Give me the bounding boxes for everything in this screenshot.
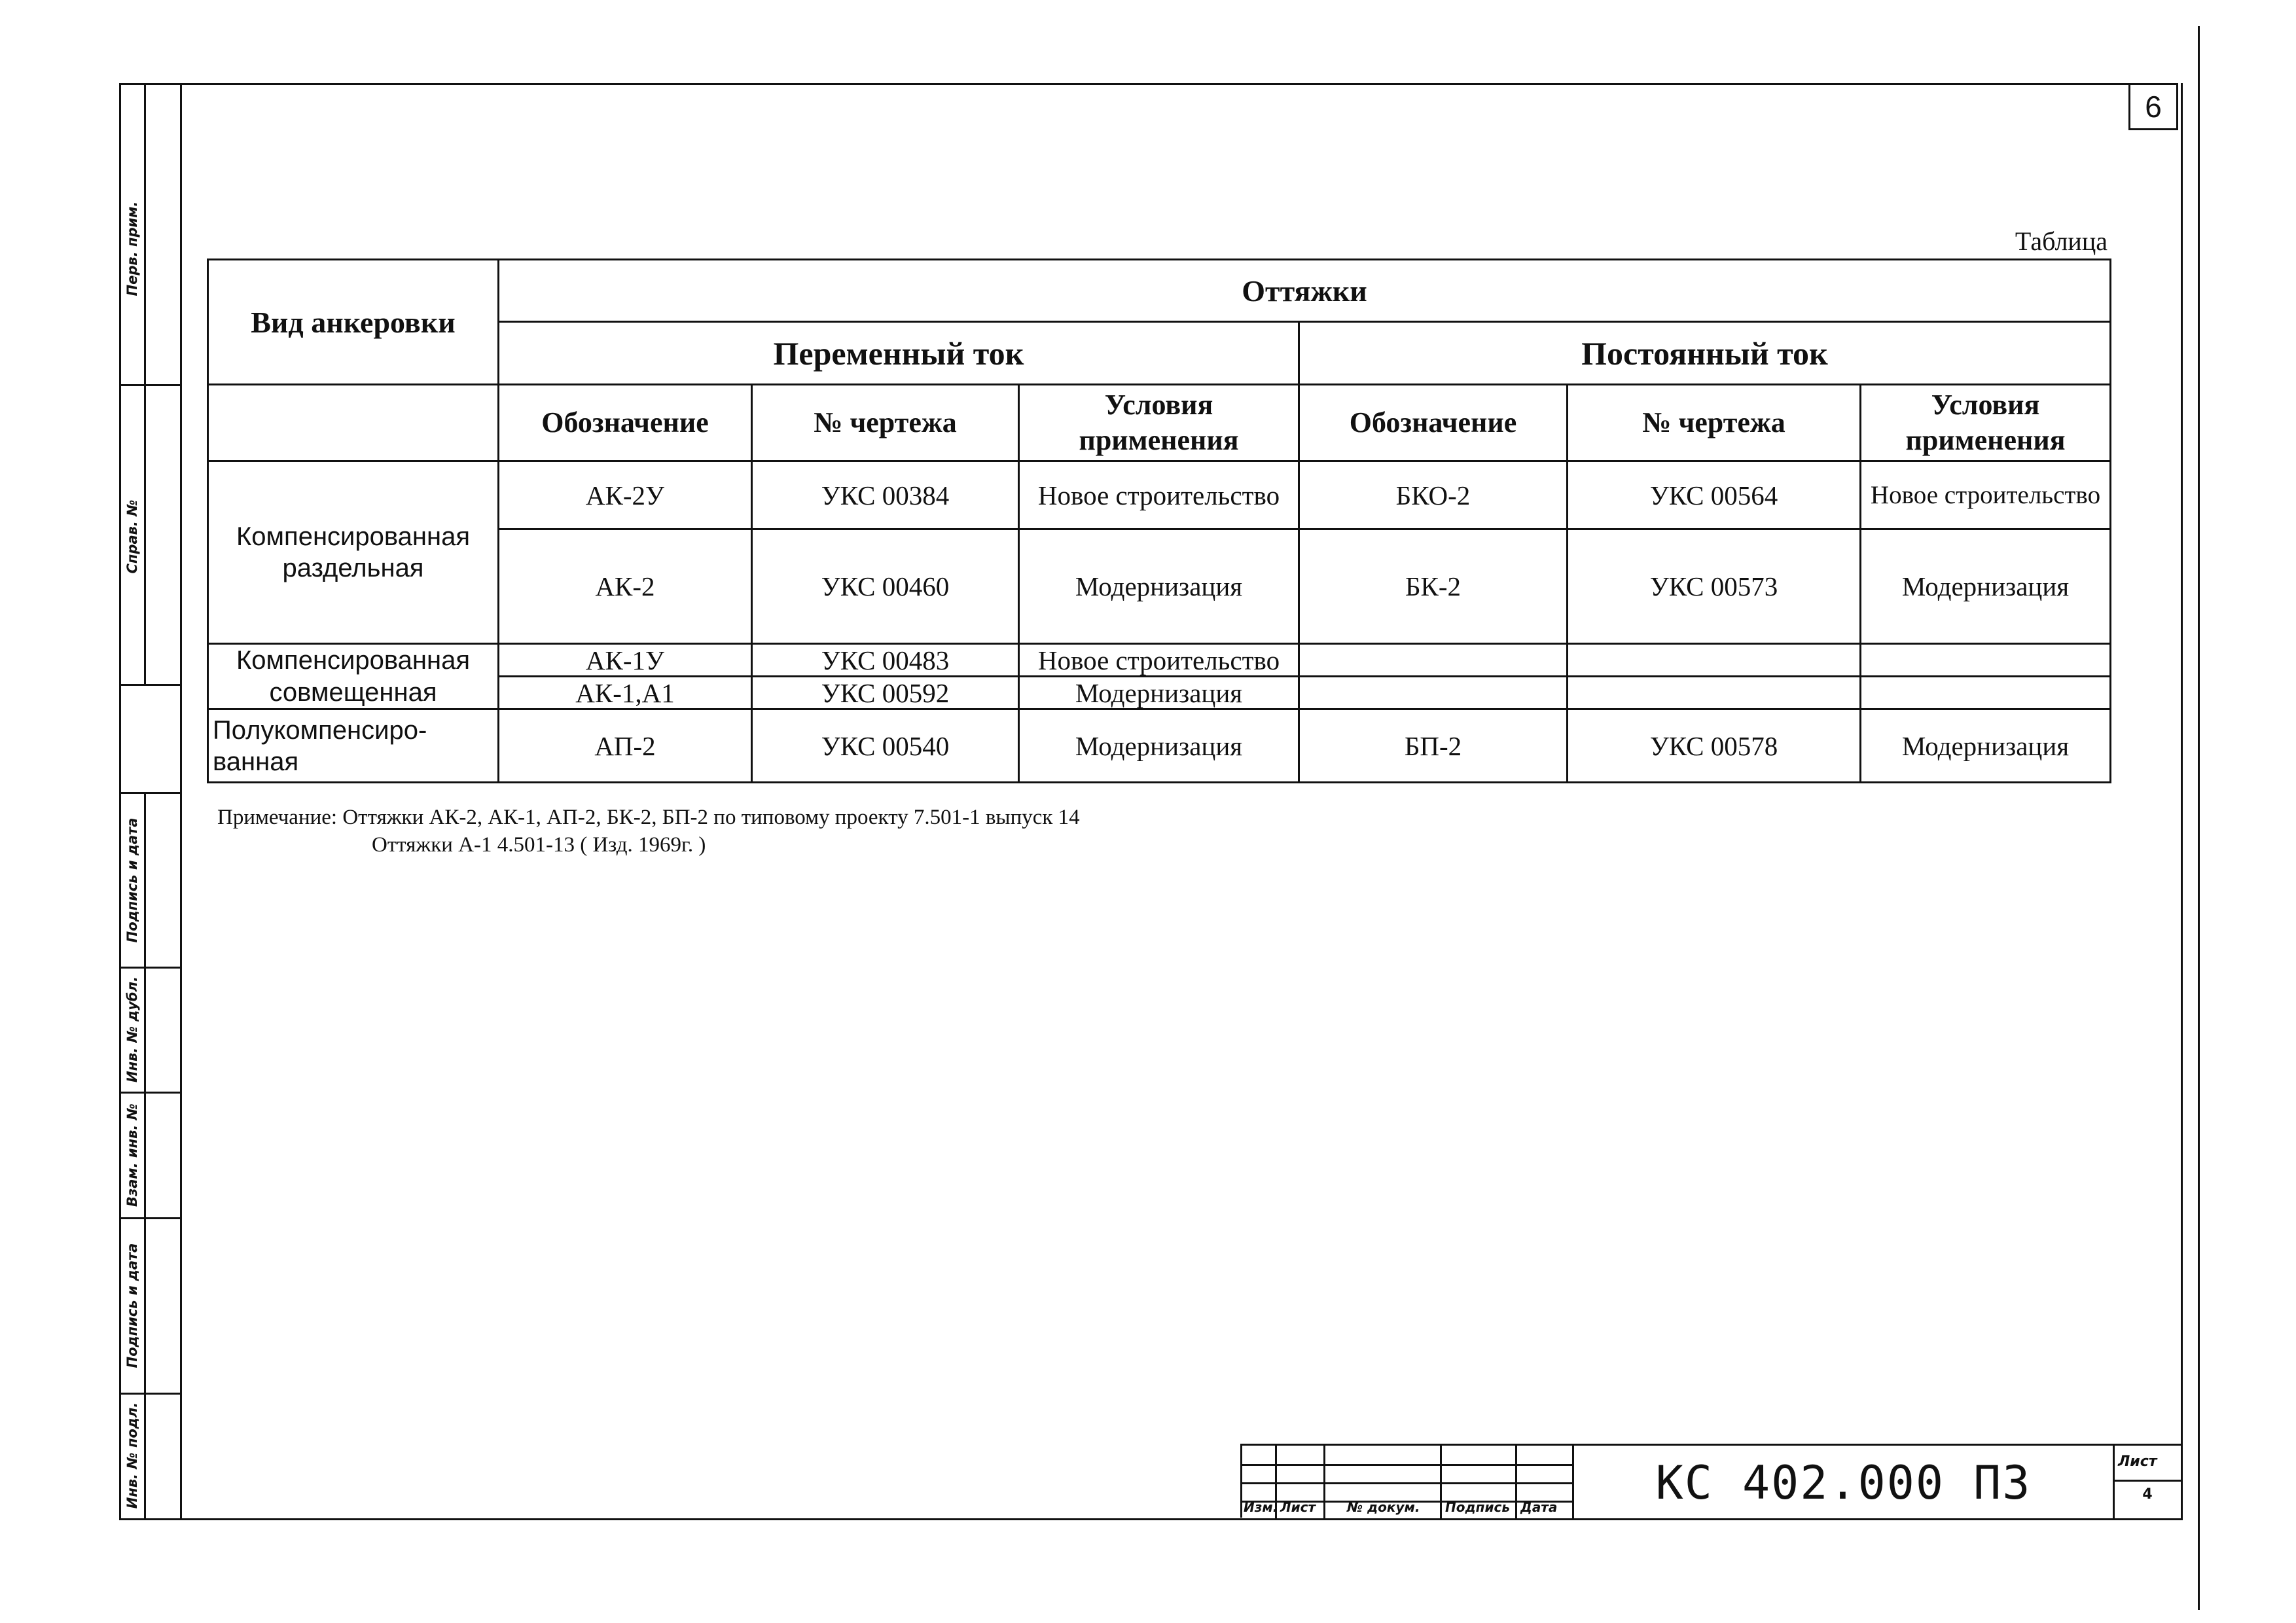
header-dc-conditions: Условия применения (1861, 385, 2111, 461)
table-row (208, 644, 2111, 677)
table-row (208, 709, 2111, 783)
note-line-2: Оттяжки А-1 4.501-13 ( Изд. 1969г. ) (372, 833, 706, 857)
tb-doc-no: № докум. (1347, 1499, 1420, 1515)
header-guys: Оттяжки (499, 260, 2111, 322)
cell-dc-designation (1299, 644, 1568, 677)
cell-dc-drawing: УКС 00573 (1568, 529, 1861, 644)
tb-document-code: КС 402.000 ПЗ (1655, 1456, 2032, 1510)
table-row (208, 677, 2111, 709)
tb-izm: Изм. (1244, 1499, 1278, 1515)
header-ac-designation: Обозначение (499, 385, 752, 461)
cell-ac-drawing: УКС 00592 (752, 677, 1019, 709)
tb-grid (1515, 1446, 1517, 1520)
tb-grid (2113, 1480, 2183, 1482)
header-dc-drawing: № чертежа (1568, 385, 1861, 461)
cell-dc-drawing (1568, 644, 1861, 677)
stamp-inv-dubl (119, 969, 145, 1090)
stamp-text: Перв. прим. (124, 201, 140, 296)
title-block (1240, 1444, 2181, 1518)
header-dc-designation: Обозначение (1299, 385, 1568, 461)
cell-ac-designation: АК-1,А1 (499, 677, 752, 709)
cell-dc-designation: БКО-2 (1299, 461, 1568, 529)
cell-dc-designation: БП-2 (1299, 709, 1568, 783)
frame-top (119, 83, 2164, 85)
group-semi-comp: Полукомпенсиро-ванная (208, 709, 499, 783)
cell-ac-drawing: УКС 00460 (752, 529, 1019, 644)
strip-divider (119, 384, 181, 386)
cell-ac-conditions: Новое строительство (1019, 461, 1299, 529)
note-line-1: Оттяжки АК-2, АК-1, АП-2, БК-2, БП-2 по типовому проекту 7.501-1 выпуск 14 (342, 806, 1080, 829)
cell-ac-conditions: Модернизация (1019, 709, 1299, 783)
sheet-number: 6 (2128, 83, 2178, 130)
header-ac-drawing: № чертежа (752, 385, 1019, 461)
tb-list: Лист (1280, 1499, 1316, 1515)
stamp-inv-podl (119, 1394, 145, 1517)
header-dc: Постоянный ток (1299, 322, 2111, 385)
stamp-podpis-data-2 (119, 1221, 145, 1391)
header-ac-conditions: Условия применения (1019, 385, 1299, 461)
cell-dc-conditions: Модернизация (1861, 709, 2111, 783)
group-comp-combined-2: совмещенная (208, 677, 499, 709)
stamp-text: Подпись и дата (124, 1243, 140, 1368)
margin-line-right (2198, 26, 2200, 1610)
cell-ac-conditions: Модернизация (1019, 677, 1299, 709)
tb-sheet-value: 4 (2142, 1486, 2153, 1503)
cell-dc-conditions (1861, 677, 2111, 709)
table-row (208, 461, 2111, 529)
header-anchoring-spacer (208, 385, 499, 461)
header-anchoring-type: Вид анкеровки (208, 260, 499, 385)
tb-grid (1242, 1482, 1574, 1484)
cell-ac-drawing: УКС 00384 (752, 461, 1019, 529)
tb-grid (1440, 1446, 1442, 1520)
cell-ac-conditions: Новое строительство (1019, 644, 1299, 677)
cell-ac-drawing: УКС 00540 (752, 709, 1019, 783)
cell-dc-conditions (1861, 644, 2111, 677)
group-comp-combined-1: Компенсированная (208, 644, 499, 677)
stamp-text: Справ. № (124, 499, 140, 574)
strip-divider (119, 1217, 181, 1219)
cell-ac-designation: АК-2У (499, 461, 752, 529)
cell-ac-conditions: Модернизация (1019, 529, 1299, 644)
stamp-sprav-no (119, 471, 145, 602)
cell-dc-designation: БК-2 (1299, 529, 1568, 644)
stamp-podpis-data-1 (119, 805, 145, 955)
stamp-text: Взам. инв. № (124, 1103, 140, 1207)
stamp-perv-prim (119, 151, 145, 347)
cell-dc-designation (1299, 677, 1568, 709)
tb-grid (1323, 1446, 1325, 1520)
table-caption: Таблица (2015, 226, 2108, 256)
cell-dc-drawing (1568, 677, 1861, 709)
tb-data: Дата (1520, 1499, 1558, 1515)
cell-ac-designation: АП-2 (499, 709, 752, 783)
cell-ac-designation: АК-2 (499, 529, 752, 644)
tb-grid (1242, 1464, 1574, 1466)
strip-divider (119, 792, 181, 794)
stamp-vzam-inv (119, 1093, 145, 1217)
cell-dc-drawing: УКС 00578 (1568, 709, 1861, 783)
frame-left-inner (180, 83, 182, 1520)
frame-right (2181, 83, 2183, 1520)
cell-dc-drawing: УКС 00564 (1568, 461, 1861, 529)
stamp-text: Инв. № подл. (124, 1402, 140, 1509)
stamp-text: Подпись и дата (124, 817, 140, 943)
cell-dc-conditions: Модернизация (1861, 529, 2111, 644)
strip-divider (119, 684, 181, 686)
note (217, 804, 1080, 831)
header-ac: Переменный ток (499, 322, 1299, 385)
cell-dc-conditions: Новое строительство (1861, 461, 2111, 529)
cell-ac-designation: АК-1У (499, 644, 752, 677)
guys-table (207, 259, 2111, 783)
group-comp-separate: Компенсированная раздельная (208, 461, 499, 644)
stamp-text: Инв. № дубл. (124, 976, 140, 1082)
tb-sheet-label: Лист (2118, 1454, 2157, 1470)
tb-podpis: Подпись (1445, 1499, 1510, 1515)
cell-ac-drawing: УКС 00483 (752, 644, 1019, 677)
frame-bottom (119, 1518, 2181, 1520)
note-label: Примечание: (217, 806, 338, 829)
tb-grid (2113, 1446, 2115, 1520)
